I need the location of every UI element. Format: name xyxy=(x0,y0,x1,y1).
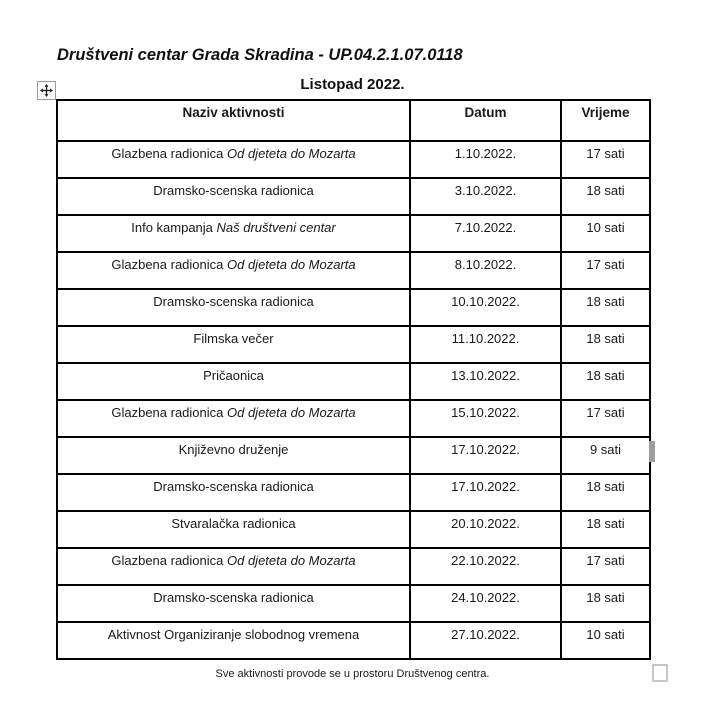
time-cell: 17 sati xyxy=(561,252,650,289)
time-cell: 10 sati xyxy=(561,215,650,252)
activity-name: Dramsko-scenska radionica xyxy=(153,294,314,309)
activity-name-cell xyxy=(57,215,410,252)
activity-name-cell xyxy=(57,178,410,215)
time-cell: 18 sati xyxy=(561,511,650,548)
activity-name: Pričaonica xyxy=(203,368,264,383)
date-cell: 8.10.2022. xyxy=(410,252,561,289)
activity-name: Dramsko-scenska radionica xyxy=(153,183,314,198)
activity-name: Književno druženje xyxy=(178,442,289,457)
activity-name: Dramsko-scenska radionica xyxy=(153,479,314,494)
date-cell: 20.10.2022. xyxy=(410,511,561,548)
table-move-handle[interactable] xyxy=(37,81,56,100)
time-cell: 17 sati xyxy=(561,400,650,437)
document-subtitle: Listopad 2022. xyxy=(300,76,405,93)
column-header-naziv-aktivnosti: Naziv aktivnosti xyxy=(57,100,410,141)
activity-name-italic: Naš društveni centar xyxy=(216,220,336,235)
table-row xyxy=(57,363,650,400)
activity-name: Info kampanja xyxy=(131,220,217,235)
activity-name: Glazbena radionica xyxy=(111,257,227,272)
activity-name-italic: Od djeteta do Mozarta xyxy=(227,257,356,272)
table-row xyxy=(57,437,650,474)
table-row xyxy=(57,400,650,437)
date-cell: 27.10.2022. xyxy=(410,622,561,659)
date-cell: 7.10.2022. xyxy=(410,215,561,252)
activity-name-cell xyxy=(57,289,410,326)
date-cell: 1.10.2022. xyxy=(410,141,561,178)
activity-name-cell xyxy=(57,363,410,400)
table-row xyxy=(57,548,650,585)
activity-name-italic: Od djeteta do Mozarta xyxy=(227,146,356,161)
date-cell: 17.10.2022. xyxy=(410,474,561,511)
time-cell: 18 sati xyxy=(561,585,650,622)
time-cell: 18 sati xyxy=(561,474,650,511)
activity-name-cell xyxy=(57,548,410,585)
document-footnote: Sve aktivnosti provode se u prostoru Društvenog centra. xyxy=(215,668,490,680)
column-header-vrijeme: Vrijeme xyxy=(561,100,650,141)
activity-name: Filmska večer xyxy=(193,331,274,346)
activity-name: Glazbena radionica xyxy=(111,405,227,420)
time-cell: 18 sati xyxy=(561,289,650,326)
activity-name-cell xyxy=(57,141,410,178)
table-row xyxy=(57,178,650,215)
date-cell: 10.10.2022. xyxy=(410,289,561,326)
table-header-row xyxy=(57,100,650,141)
activity-name-cell xyxy=(57,437,410,474)
table-row xyxy=(57,511,650,548)
activity-name-cell xyxy=(57,400,410,437)
table-row xyxy=(57,326,650,363)
table-row xyxy=(57,252,650,289)
activity-name: Aktivnost Organiziranje slobodnog vremena xyxy=(107,627,360,642)
date-cell: 22.10.2022. xyxy=(410,548,561,585)
time-cell: 17 sati xyxy=(561,548,650,585)
time-cell: 18 sati xyxy=(561,326,650,363)
column-header-datum: Datum xyxy=(410,100,561,141)
activity-name: Stvaralačka radionica xyxy=(171,516,296,531)
table-resize-handle[interactable] xyxy=(652,664,668,682)
activity-name: Glazbena radionica xyxy=(111,146,227,161)
activity-name-cell xyxy=(57,511,410,548)
scrollbar-thumb[interactable] xyxy=(649,441,655,462)
table-row xyxy=(57,585,650,622)
document-title: Društveni centar Grada Skradina - UP.04.2.1.07.0118 xyxy=(57,46,463,64)
activity-name: Dramsko-scenska radionica xyxy=(153,590,314,605)
time-cell: 18 sati xyxy=(561,363,650,400)
date-cell: 24.10.2022. xyxy=(410,585,561,622)
date-cell: 15.10.2022. xyxy=(410,400,561,437)
activity-name-cell xyxy=(57,585,410,622)
activity-name: Glazbena radionica xyxy=(111,553,227,568)
activities-table xyxy=(56,99,651,660)
table-row xyxy=(57,474,650,511)
activity-name-cell xyxy=(57,474,410,511)
table-row xyxy=(57,289,650,326)
date-cell: 13.10.2022. xyxy=(410,363,561,400)
activity-name-cell xyxy=(57,252,410,289)
date-cell: 3.10.2022. xyxy=(410,178,561,215)
move-cross-icon xyxy=(40,84,53,97)
date-cell: 17.10.2022. xyxy=(410,437,561,474)
activity-name-italic: Od djeteta do Mozarta xyxy=(227,405,356,420)
activity-name-italic: Od djeteta do Mozarta xyxy=(227,553,356,568)
activity-name-cell xyxy=(57,326,410,363)
activity-name-cell xyxy=(57,622,410,659)
table-row xyxy=(57,141,650,178)
time-cell: 17 sati xyxy=(561,141,650,178)
table-row xyxy=(57,215,650,252)
time-cell: 9 sati xyxy=(561,437,650,474)
table-row xyxy=(57,622,650,659)
date-cell: 11.10.2022. xyxy=(410,326,561,363)
time-cell: 18 sati xyxy=(561,178,650,215)
time-cell: 10 sati xyxy=(561,622,650,659)
